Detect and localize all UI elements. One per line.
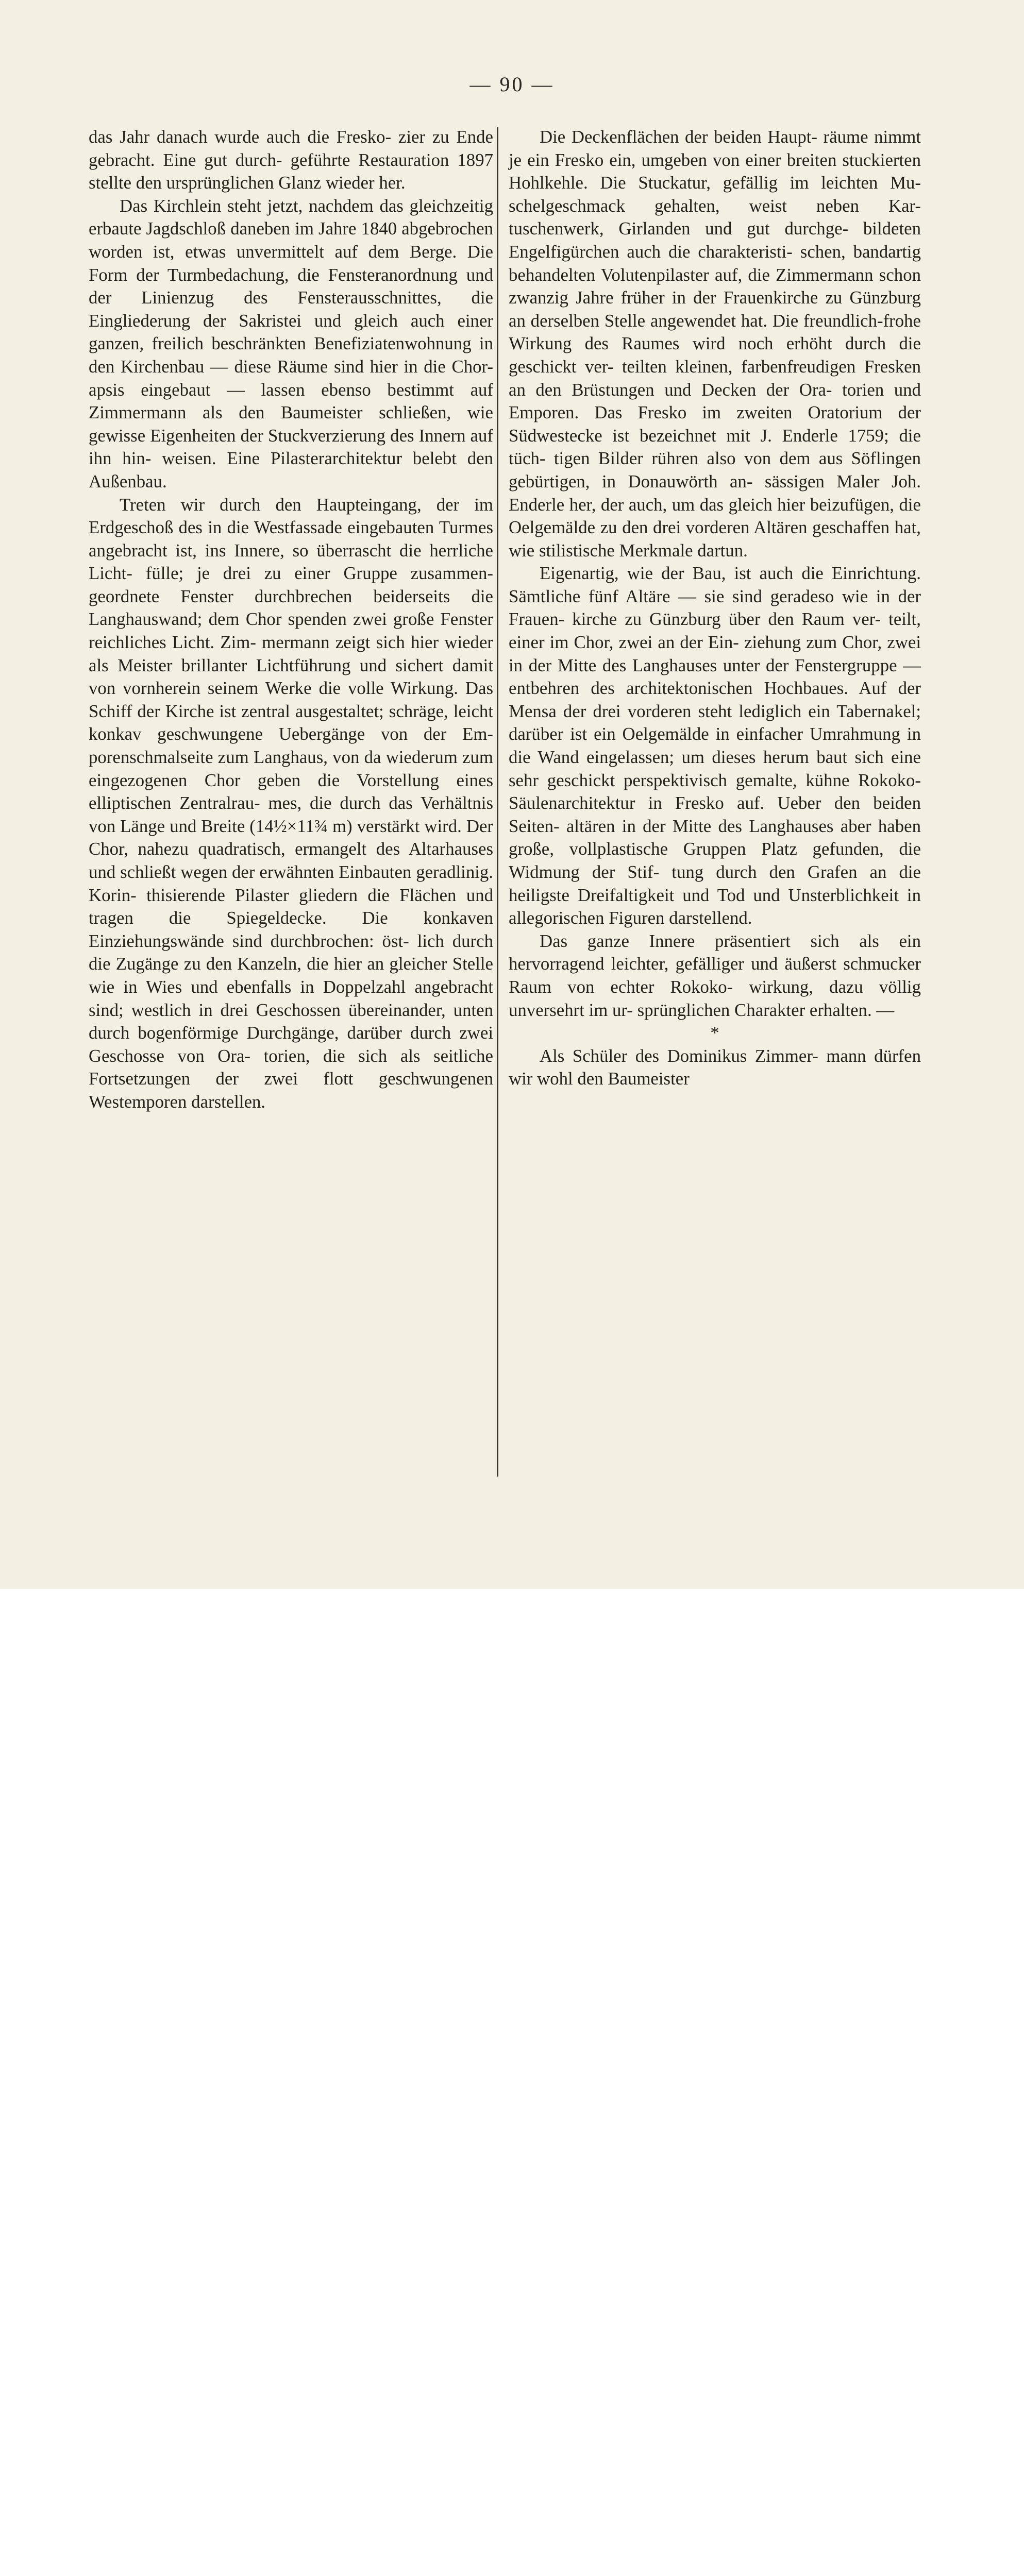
paragraph: das Jahr danach wurde auch die Fresko- zier zu Ende gebracht. Eine gut durch- geführte Restauration 1897 stellte den ursprünglichen Glanz wieder her. [89, 127, 493, 193]
footer-bar [0, 1589, 1024, 1664]
paragraph: Als Schüler des Dominikus Zimmer- mann dürfen wir wohl den Baumeister [509, 1045, 921, 1089]
paragraph: Eigenartig, wie der Bau, ist auch die Einrichtung. Sämtliche fünf Altäre — sie sind geradeso wie in der Frauen- kirche zu Günzburg über den Raum ver- teilt, einer im Chor, zwei an der Ein- ziehung zum Chor, zwei in der Mitte des Langhauses unter der Fenstergruppe — entbehren des architektonischen Hochbaues. Auf der Mensa der drei vorderen steht lediglich ein Tabernakel; darüber ist ein Oelgemälde in einfacher Umrahmung in die Wand eingelassen; um dieses herum baut sich eine sehr geschickt perspektivisch gemalte, kühne Rokoko-Säulenarchitektur in Fresko auf. Ueber den beiden Seiten- altären in der Mitte des Langhauses aber haben große, vollplastische Gruppen Platz gefunden, die Widmung der Stif- tung durch den Grafen an die heiligste Dreifaltigkeit und Tod und Unsterblichkeit in allegorischen Figuren darstellend. [509, 563, 921, 928]
column-divider [497, 127, 498, 1477]
right-column [509, 126, 921, 1091]
section-separator: * [710, 1023, 719, 1043]
paragraph: Treten wir durch den Haupteingang, der im Erdgeschoß des in die Westfassade eingebauten Turmes angebracht ist, ins Innere, so überrascht die herrliche Licht- fülle; je drei zu einer Gruppe zusammen- geordnete Fenster durchbrechen beiderseits die Langhauswand; dem Chor spenden zwei große Fenster reichliches Licht. Zim- mermann zeigt sich hier wieder als Meister brillanter Lichtführung und sichert damit von vornherein seinem Werke die volle Wirkung. Das Schiff der Kirche ist zentral ausgestaltet; schräge, leicht konkav geschwungene Uebergänge von der Em- porenschmalseite zum Langhaus, von da wiederum zum eingezogenen Chor geben die Vorstellung eines elliptischen Zentralrau- mes, die durch das Verhältnis von Länge und Breite (14½×11¾ m) verstärkt wird. Der Chor, nahezu quadratisch, ermangelt des Altarhauses und schließt wegen der erwähnten Einbauten geradlinig. Korin- thisierende Pilaster gliedern die Flächen und tragen die Spiegeldecke. Die konkaven Einziehungswände sind durchbrochen: öst- lich durch die Zugänge zu den Kanzeln, die hier an gleicher Stelle wie in Wies und ebenfalls in Doppelzahl angebracht sind; westlich in drei Geschossen übereinander, unten durch bogenförmige Durchgänge, darüber durch zwei Geschosse von Ora- torien, die sich als seitliche Fortsetzungen der zwei flott geschwungenen Westemporen darstellen. [89, 494, 493, 1112]
paragraph: Die Deckenflächen der beiden Haupt- räume nimmt je ein Fresko ein, umgeben von einer breiten stuckierten Hohlkehle. Die Stuckatur, gefällig im leichten Mu- schelgeschmack gehalten, weist neben Kar- tuschenwerk, Girlanden und gut durchge- bildeten Engelfigürchen auch die charakteristi- schen, bandartig behandelten Volutenpilaster auf, die Zimmermann schon zwanzig Jahre früher in der Frauenkirche zu Günzburg an derselben Stelle angewendet hat. Die freundlich-frohe Wirkung des Raumes wird noch erhöht durch die geschickt ver- teilten kleinen, farbenfreudigen Fresken an den Brüstungen und Decken der Ora- torien und Emporen. Das Fresko im zweiten Oratorium der Südwestecke ist bezeichnet mit J. Enderle 1759; die tüch- tigen Bilder rühren also von dem aus Söflingen gebürtigen, in Donauwörth an- sässigen Maler Joh. Enderle her, der auch, um das gleich hier beizufügen, die Oelgemälde zu den drei vorderen Altären geschaffen hat, wie stilistische Merkmale dartun. [509, 127, 921, 561]
paragraph: Das Kirchlein steht jetzt, nachdem das gleichzeitig erbaute Jagdschloß daneben im Jahre 1840 abgebrochen worden ist, etwas unvermittelt auf dem Berge. Die Form der Turmbedachung, die Fensteranordnung und der Linienzug des Fensterausschnittes, die Eingliederung der Sakristei und gleich auch einer ganzen, freilich beschränkten Benefiziatenwohnung in den Kirchenbau — diese Räume sind hier in die Chor- apsis eingebaut — lassen ebenso bestimmt auf Zimmermann als den Baumeister schließen, wie gewisse Eigenheiten der Stuckverzierung des Innern auf ihn hin- weisen. Eine Pilasterarchitektur belebt den Außenbau. [89, 195, 493, 492]
page-number: — 90 — [469, 73, 555, 96]
left-column [89, 126, 493, 1114]
paragraph: Das ganze Innere präsentiert sich als ein hervorragend leichter, gefälliger und äußerst schmucker Raum von echter Rokoko- wirkung, dazu völlig unversehrt im ur- sprünglichen Charakter erhalten. — [509, 930, 921, 1020]
